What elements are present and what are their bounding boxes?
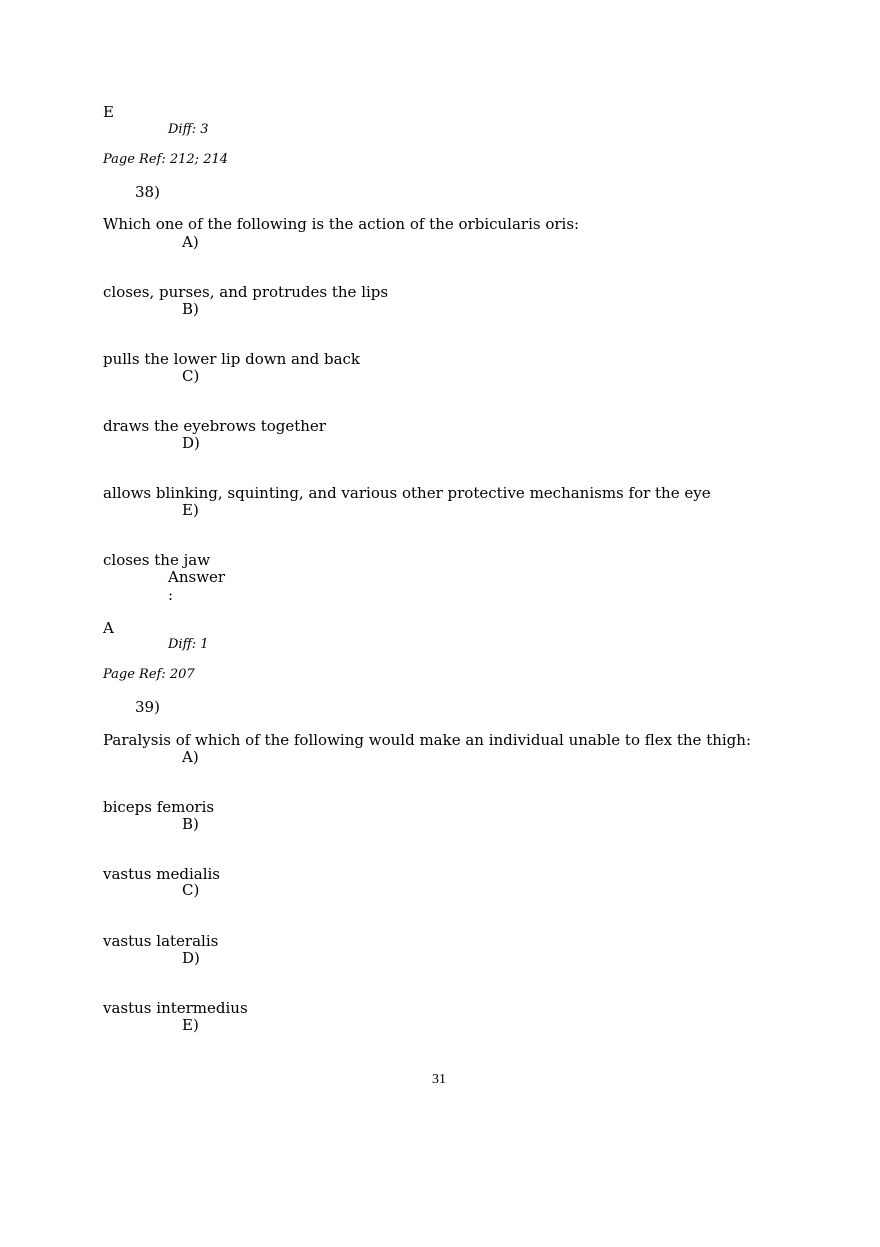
q39-option-e-letter: E) [182,1016,199,1034]
q38-page-ref: Page Ref: 207 [103,667,195,682]
q38-option-d-letter: D) [182,434,200,452]
page-number: 31 [432,1072,446,1087]
prev-difficulty: Diff: 3 [168,122,209,137]
q39-option-b-letter: B) [182,815,199,833]
q39-option-a-text: biceps femoris [103,798,215,816]
q38-option-e-text: closes the jaw [103,551,211,569]
question-39-number: 39) [135,698,160,716]
q38-answer-label: Answer [168,568,226,586]
q38-option-d-text: allows blinking, squinting, and various other protective mechanisms for the eye [103,484,711,502]
prev-answer-value: E [103,103,114,121]
q38-option-c-text: draws the eyebrows together [103,417,326,435]
q38-answer-value: A [103,619,114,637]
q38-answer-colon: : [168,586,174,604]
question-39-stem: Paralysis of which of the following would make an individual unable to flex the thigh: [103,731,751,749]
q39-option-c-text: vastus lateralis [103,932,219,950]
q38-option-a-letter: A) [182,233,199,251]
prev-page-ref: Page Ref: 212; 214 [103,152,229,167]
q38-option-e-letter: E) [182,501,199,519]
question-38-stem: Which one of the following is the action of the orbicularis oris: [103,215,580,233]
q38-option-a-text: closes, purses, and protrudes the lips [103,283,389,301]
q39-option-c-letter: C) [182,881,200,899]
q38-difficulty: Diff: 1 [168,637,209,652]
q39-option-d-letter: D) [182,949,200,967]
question-38-number: 38) [135,183,160,201]
q38-option-b-text: pulls the lower lip down and back [103,350,361,368]
q39-option-d-text: vastus intermedius [103,999,248,1017]
q39-option-a-letter: A) [182,748,199,766]
q38-option-c-letter: C) [182,367,200,385]
q39-option-b-text: vastus medialis [103,865,221,883]
q38-option-b-letter: B) [182,300,199,318]
